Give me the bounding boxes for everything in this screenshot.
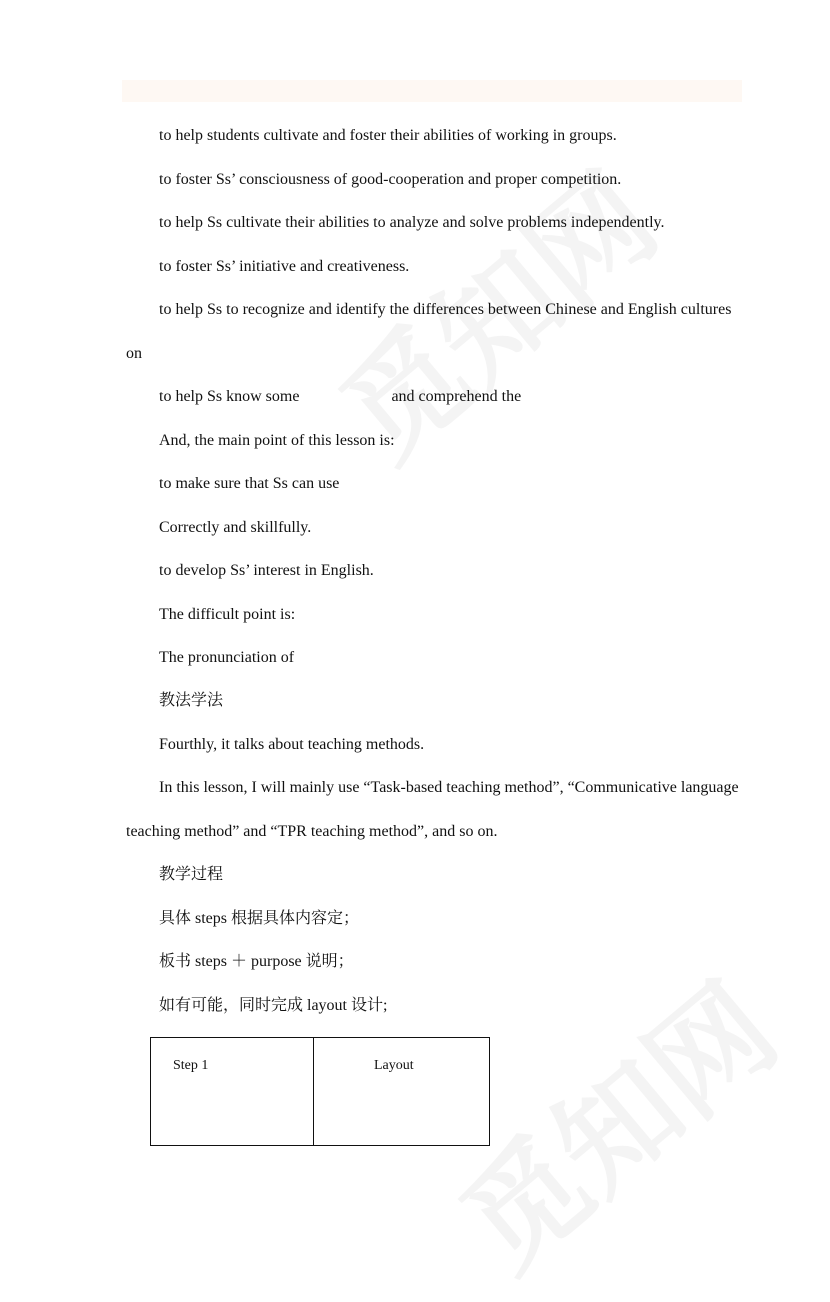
objective-groups: to help students cultivate and foster their abilities of working in groups. [159,127,617,144]
process-blackboard: 板书 steps ＋ purpose 说明； [159,953,354,970]
comprehend-text: and comprehend the [391,388,522,405]
main-point-correctly: Correctly and skillfully. [159,519,312,536]
step-cell [151,1038,314,1146]
difficult-point-heading: The difficult point is: [159,606,296,623]
objective-cooperation: to foster Ss’ consciousness of good-cooperation and proper competition. [159,171,622,188]
step-label: Step 1 [173,1058,209,1073]
section-heading-process: 教学过程 [159,866,224,883]
methods-list: In this lesson, I will mainly use “Task-based teaching method”, “Communicative language [159,779,739,796]
process-layout: 如有可能，同时完成 layout 设计; [159,997,388,1014]
main-point-heading: And, the main point of this lesson is: [159,432,395,449]
objective-initiative: to foster Ss’ initiative and creativeness. [159,258,410,275]
objective-problem-solving: to help Ss cultivate their abilities to analyze and solve problems independently. [159,214,665,231]
methods-list-continued: teaching method” and “TPR teaching method”, and so on. [126,823,498,840]
layout-label: Layout [374,1058,414,1073]
methods-intro: Fourthly, it talks about teaching methods. [159,736,425,753]
process-steps: 具体 steps 根据具体内容定； [159,910,360,927]
objective-cultures-continued: on [126,345,142,362]
main-point-interest: to develop Ss’ interest in English. [159,562,374,579]
main-point-use: to make sure that Ss can use [159,475,340,492]
layout-cell [314,1038,490,1146]
header-band [122,80,742,102]
know-some-text: to help Ss know some [159,388,300,405]
objective-cultures: to help Ss to recognize and identify the differences between Chinese and English cultures [159,301,732,318]
objective-know-some [159,387,521,407]
section-heading-methods: 教法学法 [159,692,224,709]
step-layout-table [150,1037,490,1146]
table-row [151,1038,490,1146]
difficult-point-pronunciation: The pronunciation of [159,649,295,666]
